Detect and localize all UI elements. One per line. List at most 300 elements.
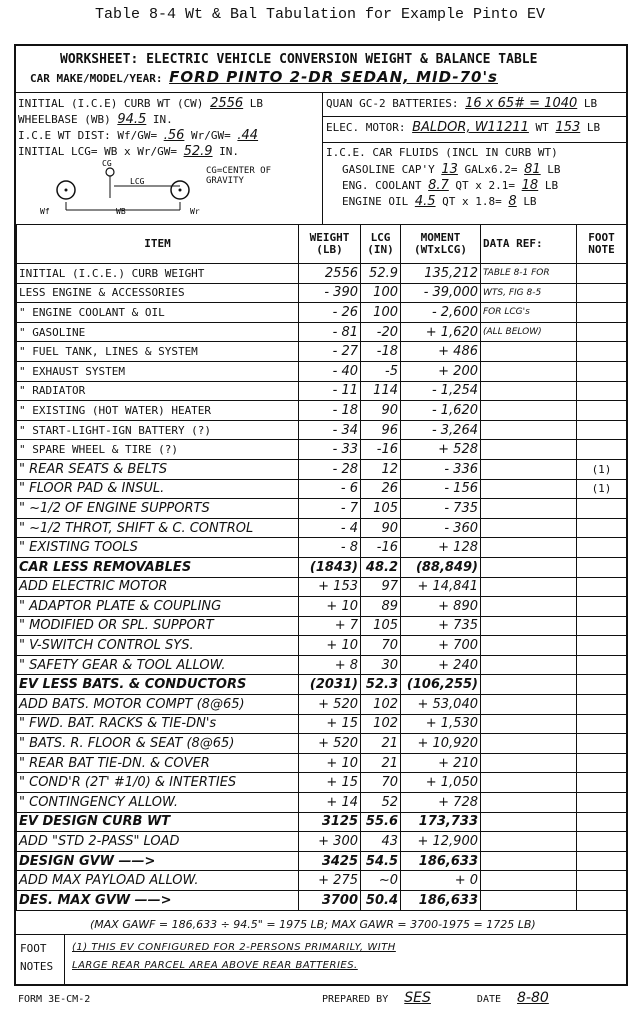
curb-weight-unit: LB: [249, 97, 264, 110]
coolant-label: ENG. COOLANT: [342, 179, 422, 192]
item-cell: " ENGINE COOLANT & OIL: [17, 303, 299, 323]
data-ref-cell: [481, 812, 577, 832]
moment-cell: + 200: [401, 361, 481, 381]
coolant-line: [342, 178, 558, 193]
moment-cell: - 360: [401, 518, 481, 538]
header-item: ITEM: [17, 225, 299, 264]
data-ref-cell: [481, 616, 577, 636]
lcg-cell: 97: [361, 577, 401, 597]
item-cell: ADD "STD 2-PASS" LOAD: [17, 832, 299, 852]
item-cell: INITIAL (I.C.E.) CURB WEIGHT: [17, 264, 299, 284]
cg-diagram: [30, 158, 230, 218]
table-row: [17, 753, 627, 773]
gasoline-weight: 81: [524, 162, 541, 177]
diagram-cg-note: CG=CENTER OF GRAVITY: [206, 166, 272, 186]
foot-note-cell: [577, 812, 627, 832]
weight-cell: + 7: [299, 616, 361, 636]
lcg-cell: 100: [361, 283, 401, 303]
date-value: 8-80: [517, 990, 549, 1006]
moment-cell: + 53,040: [401, 695, 481, 715]
table-row: [17, 361, 627, 381]
lcg-cell: 70: [361, 773, 401, 793]
moment-cell: 173,733: [401, 812, 481, 832]
table-row: [17, 812, 627, 832]
gasoline-label: GASOLINE CAP'Y: [342, 163, 435, 176]
item-cell: " EXISTING TOOLS: [17, 538, 299, 558]
motor-line: [326, 120, 600, 135]
foot-note-cell: [577, 283, 627, 303]
weight-cell: + 10: [299, 636, 361, 656]
moment-cell: + 10,920: [401, 734, 481, 754]
table-row: [17, 303, 627, 323]
table-row: [17, 440, 627, 460]
foot-note-cell: [577, 264, 627, 284]
data-ref-cell: [481, 499, 577, 519]
weight-cell: 3125: [299, 812, 361, 832]
item-cell: " FLOOR PAD & INSUL.: [17, 479, 299, 499]
item-cell: " SPARE WHEEL & TIRE (?): [17, 440, 299, 460]
item-cell: " BATS. R. FLOOR & SEAT (8@65): [17, 734, 299, 754]
item-cell: " EXHAUST SYSTEM: [17, 361, 299, 381]
foot-note-cell: [577, 636, 627, 656]
lcg-cell: 90: [361, 518, 401, 538]
foot-note-cell: [577, 499, 627, 519]
data-ref-cell: [481, 361, 577, 381]
table-row: [17, 420, 627, 440]
table-row: [17, 773, 627, 793]
moment-cell: + 890: [401, 597, 481, 617]
item-cell: " ADAPTOR PLATE & COUPLING: [17, 597, 299, 617]
diagram-label-wf: Wf: [40, 207, 50, 216]
wheelbase-value: 94.5: [117, 112, 147, 127]
weight-cell: + 15: [299, 714, 361, 734]
moment-cell: - 1,254: [401, 381, 481, 401]
foot-note-cell: [577, 753, 627, 773]
data-ref-cell: [481, 538, 577, 558]
table-row: [17, 499, 627, 519]
item-cell: " ~1/2 OF ENGINE SUPPORTS: [17, 499, 299, 519]
oil-value: 4.5: [414, 194, 436, 209]
weight-cell: - 4: [299, 518, 361, 538]
item-cell: ADD MAX PAYLOAD ALLOW.: [17, 871, 299, 891]
data-ref-cell: [481, 851, 577, 871]
foot-note-cell: [577, 891, 627, 911]
lcg-cell: 26: [361, 479, 401, 499]
data-ref-cell: [481, 734, 577, 754]
moment-cell: + 0: [401, 871, 481, 891]
lcg-cell: 89: [361, 597, 401, 617]
weight-cell: + 300: [299, 832, 361, 852]
oil-weight: 8: [508, 194, 517, 209]
foot-note-cell: [577, 322, 627, 342]
lcg-cell: 102: [361, 695, 401, 715]
item-cell: " FUEL TANK, LINES & SYSTEM: [17, 342, 299, 362]
weight-cell: + 15: [299, 773, 361, 793]
item-cell: " RADIATOR: [17, 381, 299, 401]
moment-cell: + 14,841: [401, 577, 481, 597]
data-ref-cell: [481, 459, 577, 479]
motor-wt-unit: LB: [586, 121, 601, 134]
diagram-label-cg: CG: [102, 159, 112, 168]
wheelbase-label: WHEELBASE (WB): [18, 113, 111, 126]
oil-label: ENGINE OIL: [342, 195, 409, 208]
weight-cell: + 8: [299, 655, 361, 675]
lcg-cell: ~0: [361, 871, 401, 891]
weight-cell: + 153: [299, 577, 361, 597]
moment-cell: (106,255): [401, 675, 481, 695]
foot-note-cell: (1): [577, 479, 627, 499]
weight-cell: 3700: [299, 891, 361, 911]
header-weight: WEIGHT (LB): [299, 225, 361, 264]
weight-cell: - 33: [299, 440, 361, 460]
foot-note-cell: [577, 734, 627, 754]
footnote-line-2: LARGE REAR PARCEL AREA ABOVE REAR BATTERIES.: [72, 960, 358, 971]
item-cell: " EXISTING (HOT WATER) HEATER: [17, 401, 299, 421]
header-foot-note: FOOT NOTE: [577, 225, 627, 264]
foot-note-cell: [577, 793, 627, 813]
moment-cell: + 700: [401, 636, 481, 656]
item-cell: ADD ELECTRIC MOTOR: [17, 577, 299, 597]
weight-cell: - 6: [299, 479, 361, 499]
lcg-cell: 52.9: [361, 264, 401, 284]
table-row: [17, 283, 627, 303]
lcg-cell: 70: [361, 636, 401, 656]
weight-cell: + 275: [299, 871, 361, 891]
foot-note-cell: [577, 616, 627, 636]
table-row: [17, 459, 627, 479]
moment-cell: + 1,050: [401, 773, 481, 793]
table-row: [17, 342, 627, 362]
foot-note-cell: [577, 401, 627, 421]
item-cell: " COND'R (2T' #1/0) & INTERTIES: [17, 773, 299, 793]
foot-note-cell: [577, 342, 627, 362]
gasoline-value: 13: [441, 162, 458, 177]
foot-note-cell: [577, 557, 627, 577]
lcg-cell: 96: [361, 420, 401, 440]
item-cell: " GASOLINE: [17, 322, 299, 342]
wheelbase-line: [18, 112, 173, 127]
lcg-cell: 105: [361, 616, 401, 636]
form-number: FORM 3E-CM-2: [18, 994, 91, 1005]
lcg-cell: 100: [361, 303, 401, 323]
fluids-title: I.C.E. CAR FLUIDS (INCL IN CURB WT): [326, 146, 558, 159]
foot-note-cell: [577, 695, 627, 715]
moment-cell: - 336: [401, 459, 481, 479]
weight-balance-table: [16, 224, 627, 911]
wt-dist-label: I.C.E WT DIST: Wf/GW=: [18, 129, 158, 142]
moment-cell: + 1,530: [401, 714, 481, 734]
foot-note-cell: [577, 538, 627, 558]
divider: [64, 934, 65, 986]
divider: [16, 92, 626, 93]
data-ref-cell: [481, 714, 577, 734]
oil-calc: QT x 1.8=: [442, 195, 502, 208]
foot-note-cell: [577, 832, 627, 852]
moment-cell: + 240: [401, 655, 481, 675]
data-ref-cell: [481, 479, 577, 499]
moment-cell: + 728: [401, 793, 481, 813]
moment-cell: + 486: [401, 342, 481, 362]
foot-note-cell: [577, 773, 627, 793]
lcg-cell: 114: [361, 381, 401, 401]
data-ref-cell: [481, 773, 577, 793]
gasoline-calc: GALx6.2=: [464, 163, 518, 176]
item-cell: CAR LESS REMOVABLES: [17, 557, 299, 577]
moment-cell: + 210: [401, 753, 481, 773]
table-row: [17, 401, 627, 421]
motor-label: ELEC. MOTOR:: [326, 121, 406, 134]
lcg-cell: 43: [361, 832, 401, 852]
gasoline-line: [342, 162, 561, 177]
table-row: [17, 518, 627, 538]
table-row: [17, 538, 627, 558]
lcg-cell: -5: [361, 361, 401, 381]
item-cell: LESS ENGINE & ACCESSORIES: [17, 283, 299, 303]
table-row: [17, 695, 627, 715]
data-ref-cell: [481, 753, 577, 773]
item-cell: DESIGN GVW ——>: [17, 851, 299, 871]
table-row: [17, 655, 627, 675]
moment-cell: - 3,264: [401, 420, 481, 440]
data-ref-cell: [481, 871, 577, 891]
weight-cell: 2556: [299, 264, 361, 284]
foot-note-cell: [577, 675, 627, 695]
item-cell: " REAR BAT TIE-DN. & COVER: [17, 753, 299, 773]
item-cell: " SAFETY GEAR & TOOL ALLOW.: [17, 655, 299, 675]
lcg-cell: 48.2: [361, 557, 401, 577]
moment-cell: - 1,620: [401, 401, 481, 421]
weight-cell: - 390: [299, 283, 361, 303]
batteries-value: 16 x 65# = 1040: [465, 96, 578, 111]
data-ref-cell: [481, 597, 577, 617]
data-ref-cell: [481, 577, 577, 597]
worksheet-title: WORKSHEET: ELECTRIC VEHICLE CONVERSION WEIGHT & BALANCE TABLE: [60, 52, 538, 67]
table-row: [17, 636, 627, 656]
data-ref-cell: [481, 636, 577, 656]
moment-cell: 186,633: [401, 851, 481, 871]
data-ref-cell: [481, 891, 577, 911]
data-ref-cell: FOR LCG's: [481, 303, 577, 323]
header-data-ref: DATA REF:: [481, 225, 577, 264]
table-row: [17, 734, 627, 754]
moment-cell: - 39,000: [401, 283, 481, 303]
table-row: [17, 381, 627, 401]
table-row: [17, 675, 627, 695]
item-cell: " CONTINGENCY ALLOW.: [17, 793, 299, 813]
car-make-model-line: [30, 68, 498, 86]
foot-note-cell: [577, 518, 627, 538]
weight-cell: - 8: [299, 538, 361, 558]
weight-distribution-line: [18, 128, 258, 143]
item-cell: " ~1/2 THROT, SHIFT & C. CONTROL: [17, 518, 299, 538]
data-ref-cell: [481, 832, 577, 852]
data-ref-cell: [481, 342, 577, 362]
moment-cell: + 1,620: [401, 322, 481, 342]
divider: [322, 92, 323, 224]
table-caption: Table 8-4 Wt & Bal Tabulation for Example Pinto EV: [94, 6, 546, 23]
coolant-value: 8.7: [428, 178, 449, 193]
table-row: [17, 577, 627, 597]
lcg-cell: 90: [361, 401, 401, 421]
weight-cell: + 14: [299, 793, 361, 813]
data-ref-cell: WTS, FIG 8-5: [481, 283, 577, 303]
table-row: [17, 832, 627, 852]
lcg-cell: 52.3: [361, 675, 401, 695]
diagram-label-wb: WB: [116, 207, 126, 216]
prepared-by-value: SES: [404, 990, 431, 1006]
foot-note-cell: [577, 871, 627, 891]
table-row: [17, 851, 627, 871]
curb-weight-value: 2556: [210, 96, 244, 111]
item-cell: " MODIFIED OR SPL. SUPPORT: [17, 616, 299, 636]
foot-note-cell: [577, 381, 627, 401]
lcg-cell: 21: [361, 734, 401, 754]
data-ref-cell: [481, 420, 577, 440]
lcg-cell: 54.5: [361, 851, 401, 871]
item-cell: " V-SWITCH CONTROL SYS.: [17, 636, 299, 656]
weight-cell: + 520: [299, 695, 361, 715]
lcg-cell: 105: [361, 499, 401, 519]
date-label: DATE: [476, 994, 502, 1005]
car-label: CAR MAKE/MODEL/YEAR:: [30, 72, 163, 85]
table-row: [17, 557, 627, 577]
foot-note-cell: [577, 714, 627, 734]
weight-cell: (2031): [299, 675, 361, 695]
batteries-unit: LB: [583, 97, 598, 110]
item-cell: ADD BATS. MOTOR COMPT (8@65): [17, 695, 299, 715]
lb-unit: LB: [544, 179, 559, 192]
worksheet-form: [14, 44, 628, 986]
initial-lcg-line: [18, 144, 239, 159]
data-ref-cell: [481, 440, 577, 460]
data-ref-cell: [481, 793, 577, 813]
foot-note-cell: [577, 851, 627, 871]
data-ref-cell: [481, 401, 577, 421]
data-ref-cell: [481, 518, 577, 538]
lcg-cell: 55.6: [361, 812, 401, 832]
lcg-cell: 21: [361, 753, 401, 773]
item-cell: EV LESS BATS. & CONDUCTORS: [17, 675, 299, 695]
foot-note-cell: (1): [577, 459, 627, 479]
car-value: FORD PINTO 2-DR SEDAN, MID-70's: [169, 68, 498, 86]
item-cell: " FWD. BAT. RACKS & TIE-DN's: [17, 714, 299, 734]
moment-cell: + 12,900: [401, 832, 481, 852]
wheelbase-unit: IN.: [152, 113, 173, 126]
moment-cell: 186,633: [401, 891, 481, 911]
weight-cell: + 10: [299, 753, 361, 773]
moment-cell: - 156: [401, 479, 481, 499]
moment-cell: - 2,600: [401, 303, 481, 323]
weight-cell: + 10: [299, 597, 361, 617]
lcg-cell: -20: [361, 322, 401, 342]
foot-note-cell: [577, 655, 627, 675]
weight-cell: - 27: [299, 342, 361, 362]
footnote-line-1: (1) THIS EV CONFIGURED FOR 2-PERSONS PRIMARILY, WITH: [72, 942, 396, 953]
moment-cell: (88,849): [401, 557, 481, 577]
lcg-cell: -16: [361, 440, 401, 460]
table-row: [17, 871, 627, 891]
wt-dist-rear-label: Wr/GW=: [191, 129, 231, 142]
table-row: [17, 322, 627, 342]
lb-unit: LB: [547, 163, 561, 176]
weight-cell: + 520: [299, 734, 361, 754]
table-header-row: [17, 225, 627, 264]
lcg-cell: 52: [361, 793, 401, 813]
table-row: [17, 479, 627, 499]
data-ref-cell: TABLE 8-1 FOR: [481, 264, 577, 284]
table-row: [17, 891, 627, 911]
weight-cell: - 81: [299, 322, 361, 342]
lcg-unit: IN.: [219, 145, 240, 158]
footnotes-label: FOOT NOTES: [20, 942, 54, 973]
weight-cell: (1843): [299, 557, 361, 577]
foot-note-cell: [577, 577, 627, 597]
coolant-calc: QT x 2.1=: [455, 179, 516, 192]
curb-weight-label: INITIAL (I.C.E) CURB WT (CW): [18, 97, 204, 110]
lb-unit: LB: [523, 195, 537, 208]
motor-wt-label: WT: [535, 121, 549, 134]
table-row: [17, 714, 627, 734]
weight-cell: - 28: [299, 459, 361, 479]
foot-note-cell: [577, 420, 627, 440]
foot-note-cell: [577, 303, 627, 323]
moment-cell: + 128: [401, 538, 481, 558]
foot-note-cell: [577, 361, 627, 381]
batteries-label: QUAN GC-2 BATTERIES:: [326, 97, 459, 110]
header-lcg: LCG (IN): [361, 225, 401, 264]
divider: [322, 116, 626, 117]
table-row: [17, 597, 627, 617]
data-ref-cell: [481, 695, 577, 715]
divider: [16, 934, 626, 935]
weight-cell: - 18: [299, 401, 361, 421]
foot-note-cell: [577, 597, 627, 617]
batteries-line: [326, 96, 597, 111]
max-gaw-line: (MAX GAWF = 186,633 ÷ 94.5" = 1975 LB; MAX GAWR = 3700-1975 = 1725 LB): [90, 918, 536, 931]
wt-dist-front: .56: [163, 128, 185, 143]
item-cell: EV DESIGN CURB WT: [17, 812, 299, 832]
wt-dist-rear: .44: [237, 128, 259, 143]
item-cell: DES. MAX GVW ——>: [17, 891, 299, 911]
prepared-by-line: [322, 990, 549, 1006]
lcg-label: INITIAL LCG= WB x Wr/GW=: [18, 145, 177, 158]
prepared-by-label: PREPARED BY: [322, 994, 389, 1005]
lcg-cell: -16: [361, 538, 401, 558]
weight-cell: 3425: [299, 851, 361, 871]
weight-cell: - 7: [299, 499, 361, 519]
data-ref-cell: [481, 381, 577, 401]
weight-cell: - 26: [299, 303, 361, 323]
weight-cell: - 40: [299, 361, 361, 381]
moment-cell: + 528: [401, 440, 481, 460]
lcg-cell: 102: [361, 714, 401, 734]
motor-wt-value: 153: [555, 120, 581, 135]
data-ref-cell: (ALL BELOW): [481, 322, 577, 342]
data-ref-cell: [481, 675, 577, 695]
lcg-cell: 12: [361, 459, 401, 479]
item-cell: " REAR SEATS & BELTS: [17, 459, 299, 479]
weight-cell: - 11: [299, 381, 361, 401]
moment-cell: + 735: [401, 616, 481, 636]
coolant-weight: 18: [521, 178, 539, 193]
item-cell: " START-LIGHT-IGN BATTERY (?): [17, 420, 299, 440]
header-moment: MOMENT (WTxLCG): [401, 225, 481, 264]
lcg-cell: 50.4: [361, 891, 401, 911]
data-ref-cell: [481, 655, 577, 675]
oil-line: [342, 194, 537, 209]
weight-cell: - 34: [299, 420, 361, 440]
table-row: [17, 616, 627, 636]
